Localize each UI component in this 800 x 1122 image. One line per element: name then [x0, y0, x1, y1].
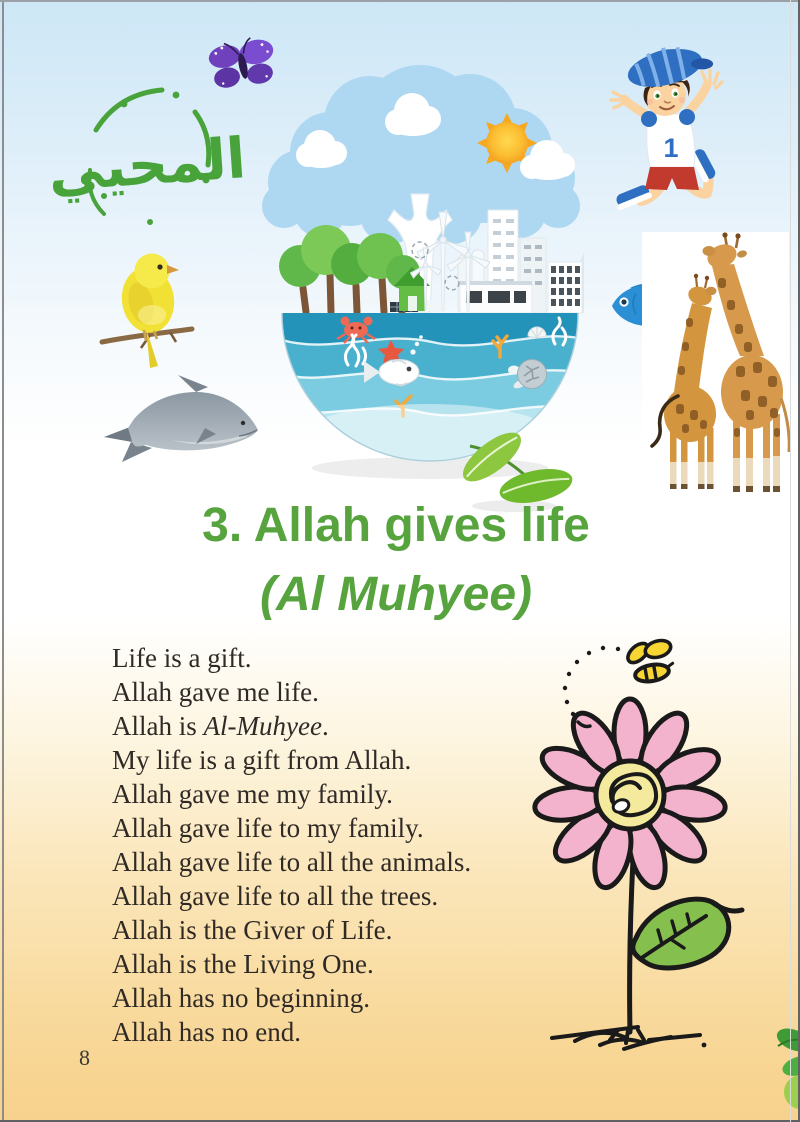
- shirt-number: 1: [663, 133, 679, 163]
- body-line: Allah is the Giver of Life.: [112, 915, 393, 945]
- dolphin-photo: [104, 375, 258, 462]
- page-edge-top: [0, 0, 800, 2]
- chapter-title-line1: 3. Allah gives life: [202, 499, 590, 552]
- running-boy-illustration: [611, 37, 722, 211]
- body-line: Allah has no end.: [112, 1017, 301, 1047]
- body-line: My life is a gift from Allah.: [112, 745, 412, 775]
- butterfly-icon: [206, 34, 279, 93]
- chapter-title-line2: (Al Muhyee): [259, 568, 532, 621]
- calligraphy-al-muhyee: المحيي: [46, 126, 248, 205]
- canary-photo: [102, 254, 192, 369]
- body-line: Allah is the Living One.: [112, 949, 374, 979]
- body-line: Allah gave life to my family.: [112, 813, 424, 843]
- body-line: Allah has no beginning.: [112, 983, 370, 1013]
- giraffes-photo: [642, 232, 791, 498]
- body-line: Allah is Al-Muhyee.: [112, 711, 329, 741]
- corner-leaves-decoration: [774, 1024, 800, 1109]
- body-line: Life is a gift.: [112, 643, 252, 673]
- body-line: Allah gave life to all the trees.: [112, 881, 439, 911]
- chapter-title: [0, 498, 792, 622]
- page-edge-left: [2, 0, 4, 1122]
- flower-doodle: [533, 699, 742, 1049]
- page-number: 8: [79, 1045, 90, 1070]
- page-edge-right-line: [790, 0, 791, 1122]
- body-line: Allah gave life to all the animals.: [112, 847, 472, 877]
- ocean-bowl: [282, 313, 578, 472]
- body-text: [112, 641, 532, 1049]
- body-line: Allah gave me life.: [112, 677, 319, 707]
- body-line: Allah gave me my family.: [112, 779, 393, 809]
